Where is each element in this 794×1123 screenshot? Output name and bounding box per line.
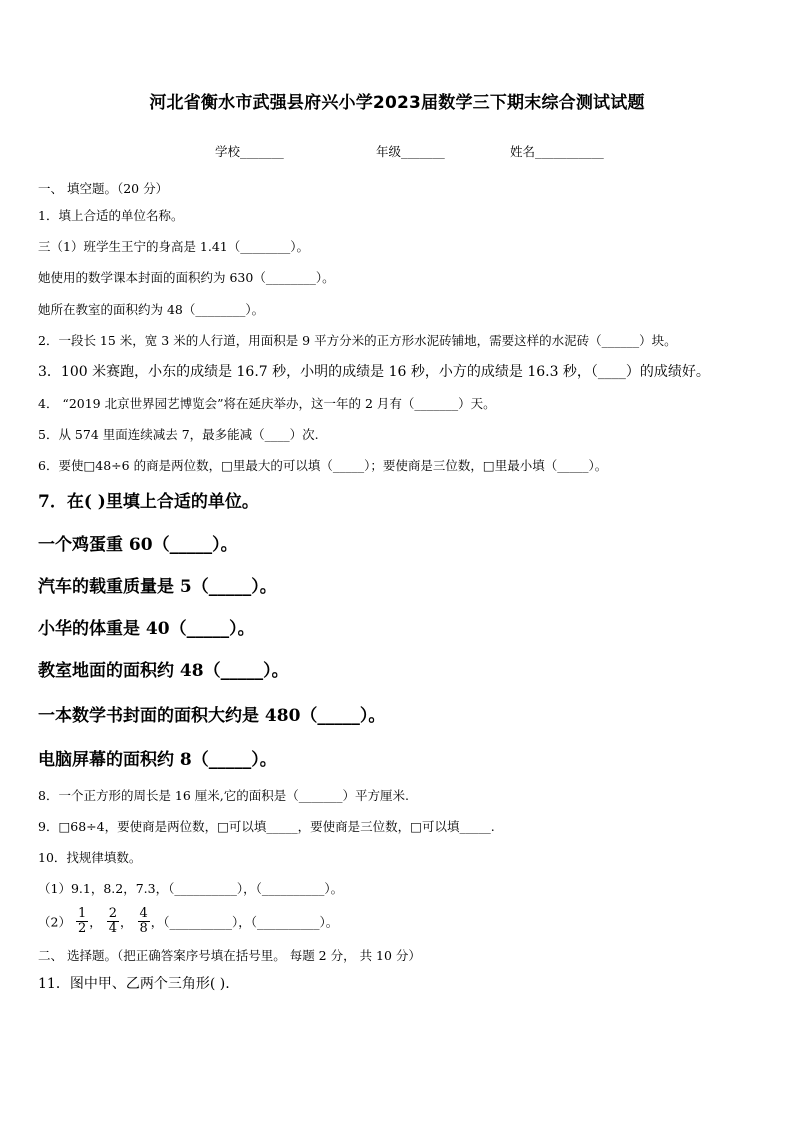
fraction-1 xyxy=(76,907,88,936)
fraction-2-denominator: 4 xyxy=(108,921,117,936)
question-1-item-3: 她所在教室的面积约为 48（________）。 xyxy=(38,302,265,317)
fraction-3-denominator: 8 xyxy=(139,921,148,936)
fraction-3 xyxy=(138,907,150,936)
name-field: 姓名___________ xyxy=(510,144,604,159)
question-8: 8．一个正方形的周长是 16 厘米,它的面积是（_______）平方厘米. xyxy=(38,788,410,803)
question-7-item-1: 一个鸡蛋重 60（_____）。 xyxy=(38,535,238,555)
exam-title: 河北省衡水市武强县府兴小学2023届数学三下期末综合测试试题 xyxy=(149,93,645,113)
question-7-item-4: 教室地面的面积约 48（_____）。 xyxy=(38,661,289,681)
fraction-2 xyxy=(107,907,119,936)
section-2-heading: 二、 选择题。（把正确答案序号填在括号里。 每题 2 分， 共 10 分） xyxy=(38,948,421,963)
question-7-item-3: 小华的体重是 40（_____）。 xyxy=(38,619,255,639)
question-2: 2．一段长 15 米，宽 3 米的人行道，用面积是 9 平方分米的正方形水泥砖铺地，需要这样的水泥砖（______）块。 xyxy=(38,333,677,348)
fraction-1-denominator: 2 xyxy=(77,921,87,936)
question-7-item-5: 一本数学书封面的面积大约是 480（_____）。 xyxy=(38,706,386,726)
school-field: 学校_______ xyxy=(215,144,284,159)
fraction-3-numerator: 4 xyxy=(139,906,148,921)
question-1-item-2: 她使用的数学课本封面的面积约为 630（________）。 xyxy=(38,270,335,285)
question-10: 10．找规律填数。 xyxy=(38,850,142,865)
part-2-prefix: （2） xyxy=(38,914,71,930)
question-11: 11．图中甲、乙两个三角形( ). xyxy=(38,976,230,992)
question-6: 6．要使□48÷6 的商是两位数，□里最大的可以填（_____）；要使商是三位数，□里最小填（_____）。 xyxy=(38,458,608,473)
question-1: 1．填上合适的单位名称。 xyxy=(38,208,184,223)
fraction-separator: ， xyxy=(89,914,102,930)
question-3: 3．100 米赛跑，小东的成绩是 16.7 秒，小明的成绩是 16 秒，小方的成绩是 16.3 秒，（____）的成绩好。 xyxy=(38,364,710,380)
question-10-part-1: （1）9.1，8.2，7.3，（__________），（__________）。 xyxy=(38,881,344,896)
question-5: 5．从 574 里面连续减去 7，最多能减（____）次. xyxy=(38,427,319,442)
fraction-2-numerator: 2 xyxy=(108,906,117,921)
part-2-suffix: ，（__________），（__________）。 xyxy=(150,914,339,930)
question-4: 4． “2019 北京世界园艺博览会”将在延庆举办，这一年的 2 月有（_______）天。 xyxy=(38,396,496,411)
grade-field: 年级_______ xyxy=(376,144,445,159)
question-7-item-6: 电脑屏幕的面积约 8（_____）。 xyxy=(38,750,277,770)
fraction-separator: ， xyxy=(120,914,133,930)
question-10-part-2 xyxy=(38,907,338,936)
question-7-item-2: 汽车的载重质量是 5（_____）。 xyxy=(38,577,277,597)
question-7: 7．在( )里填上合适的单位。 xyxy=(38,492,259,512)
section-1-heading: 一、 填空题。（20 分） xyxy=(38,181,169,196)
question-1-item-1: 三（1）班学生王宁的身高是 1.41（________）。 xyxy=(38,239,310,254)
fraction-1-numerator: 1 xyxy=(77,906,87,921)
question-9: 9．□68÷4，要使商是两位数，□可以填_____，要使商是三位数，□可以填_____. xyxy=(38,819,495,834)
